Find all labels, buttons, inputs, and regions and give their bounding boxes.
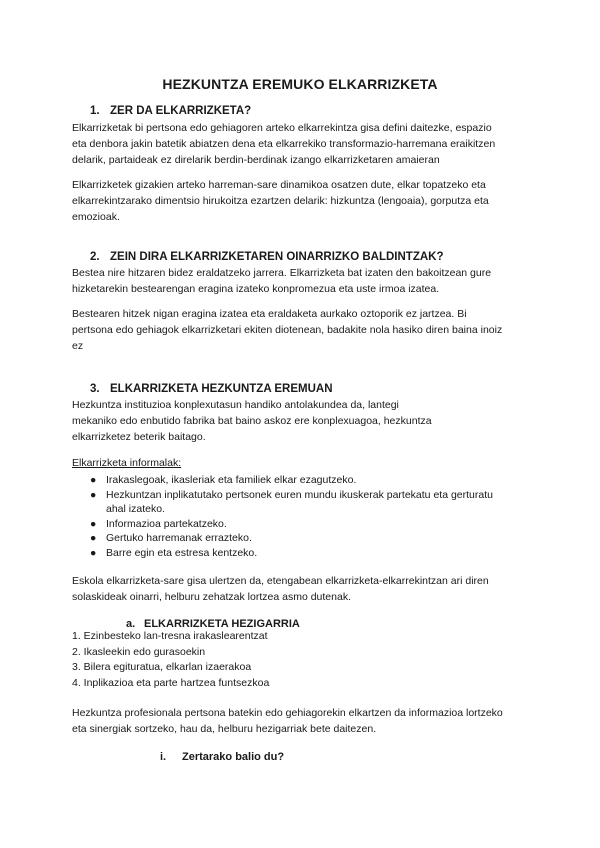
list-item	[72, 546, 542, 561]
numbered-list	[72, 629, 532, 691]
text-line: mekaniko edo enbutido fabrika bat baino askoz ere konplexuagoa, hezkuntza	[72, 415, 432, 428]
text-line: elkarrizketez beterik baitago.	[72, 431, 206, 444]
subsection-i-heading	[160, 751, 284, 763]
list-item	[72, 531, 542, 546]
text-line: Elkarrizketak bi pertsona edo gehiagoren arteko elkarrekintza gisa defini daitezke, espazio	[72, 122, 492, 134]
subsection-i-title: Zertarako balio du?	[182, 751, 285, 763]
text-line: hizketarekin bestearengan eragina izateko konpromezua eta uste irmoa izatea.	[72, 283, 440, 296]
list-item: 1. Ezinbesteko lan-tresna irakaslearentzat	[72, 630, 268, 642]
text-line: Hezkuntzan inplikatutako pertsonek euren mundu ikuskerak partekatu eta gerturatu	[106, 488, 493, 501]
text-line: Bestearen hitzek nigan eragina izatea eta eraldaketa aurkako oztoporik ez jartzea. Bi	[72, 308, 467, 320]
bullet-icon: ●	[90, 532, 97, 545]
text-line: ez	[72, 340, 84, 353]
subsection-a-number: a.	[126, 618, 136, 630]
text-line: delarik, partaideak ez direlarik berdin-berdinak izango elkarrizketaren amaieran	[72, 154, 440, 167]
list-item: 4. Inplikazioa eta parte hartzea funtsezkoa	[72, 676, 270, 689]
section-3-number: 3.	[90, 383, 100, 395]
section-1-paragraph-2	[72, 177, 532, 226]
text-line: Irakaslegoak, ikasleriak eta familiek elkar ezagutzeko.	[106, 474, 357, 486]
bullet-icon: ●	[90, 488, 97, 501]
text-line: Gertuko harremanak errazteko.	[106, 532, 252, 545]
text-line: pertsona edo gehiagok elkarrizketari ekiten diotenean, badakite nola hasiko diren baina inoiz	[72, 324, 503, 337]
section-2-paragraph-1	[72, 265, 532, 297]
document-title: HEZKUNTZA EREMUKO ELKARRIZKETA	[162, 76, 438, 92]
section-1-number: 1.	[90, 105, 100, 117]
text-line: Elkarrizketek gizakien arteko harreman-sare dinamikoa osatzen dute, elkar topatzeko eta	[72, 179, 486, 191]
text-line: solaskideak oinarri, helburu zehatzak lortzea asmo dutenak.	[72, 591, 351, 604]
section-3-paragraph-2	[72, 573, 532, 605]
list-item: 2. Ikasleekin edo gurasoekin	[72, 645, 206, 658]
informal-bullet-list	[72, 473, 542, 561]
list-item	[72, 473, 542, 488]
informal-label	[72, 455, 532, 471]
bullet-icon: ●	[90, 474, 97, 486]
subsection-a-title: ELKARRIZKETA HEZIGARRIA	[144, 618, 300, 630]
text-line: emozioak.	[72, 211, 120, 224]
text-line: Hezkuntza instituzioa konplexutasun handiko antolakundea da, lantegi	[72, 399, 399, 411]
section-2-number: 2.	[90, 251, 100, 263]
text-line: Bestea nire hitzaren bidez eraldatzeko jarrera. Elkarrizketa bat izaten den bakoitzean gure	[72, 267, 492, 279]
section-3-heading	[90, 383, 333, 395]
section-1-paragraph-1	[72, 120, 532, 169]
text-line: ahal izateko.	[106, 503, 165, 516]
bullet-icon: ●	[90, 546, 97, 559]
text-line: Informazioa partekatzeko.	[106, 517, 227, 530]
section-2-title: ZEIN DIRA ELKARRIZKETAREN OINARRIZKO BALDINTZAK?	[110, 251, 444, 263]
text-line: eta sinergiak sortzeko, hau da, helburu hezigarriak bete daitezen.	[72, 723, 377, 736]
list-item	[72, 488, 542, 517]
section-1-title: ZER DA ELKARRIZKETA?	[110, 105, 252, 117]
section-2-heading	[90, 251, 443, 263]
text-line: eta denbora jakin batetik abiatzen dena eta elkarrekiko transformazio-harremana eraikitzen	[72, 138, 496, 151]
text-line: Elkarrizketa informalak:	[72, 457, 182, 469]
section-2-paragraph-2	[72, 306, 532, 355]
text-line: Hezkuntza profesionala pertsona batekin edo gehiagorekin elkartzen da informazioa lortzeko	[72, 707, 503, 719]
list-item	[72, 517, 542, 532]
bullet-icon: ●	[90, 517, 97, 530]
section-3-paragraph-1	[72, 397, 532, 446]
section-1-heading	[90, 105, 251, 117]
text-line: elkarrekintzarako dimentsio hirukoitza ezartzen delarik: hizkuntza (lengoaia), gorputza eta	[72, 195, 489, 208]
subsection-a-paragraph	[72, 705, 532, 737]
subsection-i-number: i.	[160, 751, 167, 763]
text-line: Eskola elkarrizketa-sare gisa ulertzen da, etengabean elkarrizketa-elkarrekintzan ari diren	[72, 575, 489, 587]
section-3-title: ELKARRIZKETA HEZKUNTZA EREMUAN	[110, 383, 333, 395]
list-item: 3. Bilera egituratua, elkarlan izaerakoa	[72, 661, 252, 673]
text-line: Barre egin eta estresa kentzeko.	[106, 546, 258, 559]
